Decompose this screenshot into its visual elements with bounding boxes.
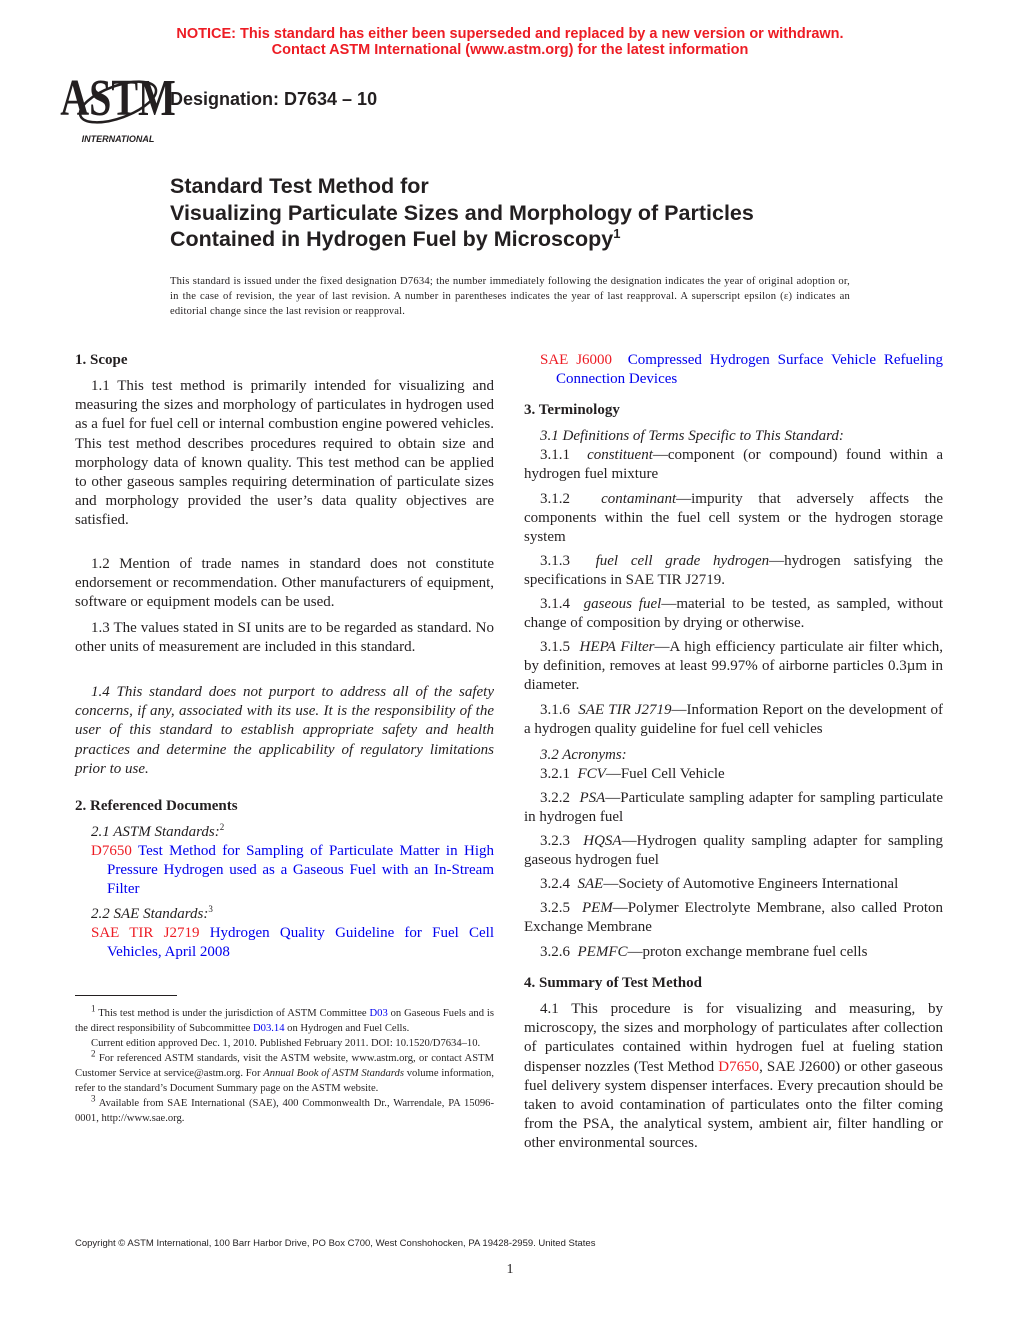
reference-sae-j6000[interactable] (524, 351, 943, 389)
definition-term: SAE (577, 876, 604, 892)
footnote-ref[interactable]: 3 (208, 904, 213, 914)
definition-text: —material to be tested, as sampled, without change of composition by drying or otherwise. (524, 596, 944, 632)
d7650-link[interactable]: D7650 (718, 1058, 760, 1075)
definition-number: 3.1.5 (540, 639, 570, 655)
subcommittee-link[interactable]: D03.14 (253, 1023, 285, 1034)
designation: Designation: D7634 – 10 (170, 89, 378, 109)
reference-code[interactable]: D7650 (91, 843, 132, 859)
text: This test method is under the jurisdiction of ASTM Committee (95, 1008, 370, 1019)
definition-text: —Information Report on the development of a hydrogen quality guideline for fuel cell vehicles (524, 702, 943, 738)
definition-term: fuel cell grade hydrogen (595, 553, 770, 569)
definition-term: SAE TIR J2719 (578, 702, 672, 718)
footnote-2 (75, 1048, 494, 1096)
paragraph-2-1 (75, 823, 494, 842)
definition-text: —Polymer Electrolyte Membrane, also called Proton Exchange Membrane (524, 900, 943, 936)
definition-3-2-3 (524, 832, 943, 870)
text: Available from SAE International (SAE), 400 Commonwealth Dr., Warrendale, PA 15096-0001, http://www.sae.org. (75, 1098, 494, 1124)
paragraph-3-1 (524, 427, 943, 446)
footnote-marker: 2 (91, 1048, 96, 1059)
page-number: 1 (506, 1262, 514, 1277)
text: on Gaseous Fuels and is the direct responsibility of Subcommittee (75, 1008, 494, 1034)
svg-text:ASTM: ASTM (60, 69, 176, 128)
definition-text: —impurity that adversely affects the components within the fuel cell system or the hydrogen storage system (524, 491, 944, 546)
definition-number: 3.1.4 (540, 596, 570, 612)
section-heading-terminology: 3. Terminology (524, 402, 620, 418)
text: Annual Book of ASTM Standards (263, 1068, 404, 1079)
section-heading-summary: 4. Summary of Test Method (524, 975, 702, 991)
definition-number: 3.1.3 (540, 553, 570, 569)
definition-text: —Particulate sampling adapter for sampling particulate in hydrogen fuel (524, 790, 944, 826)
definition-3-1-4 (524, 595, 943, 633)
footnote-marker: 3 (91, 1093, 96, 1104)
reference-sae-j2719[interactable] (75, 924, 494, 962)
reference-d7650[interactable] (75, 842, 494, 900)
definition-number: 3.2.2 (540, 790, 570, 806)
title-line: Standard Test Method for (170, 174, 429, 198)
text: on Hydrogen and Fuel Cells. (284, 1023, 410, 1034)
label: 2.2 SAE Standards: (91, 906, 209, 922)
footnote-divider (75, 995, 177, 996)
title-line: Contained in Hydrogen Fuel by Microscopy (170, 227, 614, 251)
definition-text: —Hydrogen quality sampling adapter for sampling gaseous hydrogen fuel (524, 833, 943, 869)
reference-code[interactable]: SAE TIR J2719 (91, 925, 200, 941)
definition-term: PEM (581, 900, 613, 916)
definition-text: —Society of Automotive Engineers International (603, 876, 899, 892)
definition-3-2-1 (524, 765, 943, 784)
text: 4.1 This procedure is for visualizing and measuring, by microscopy, the sizes and morphology of particulates after collection of particulates contained within hydrogen fuel at fueling station dispenser nozzles (Test Method (524, 1001, 943, 1075)
section-heading-scope: 1. Scope (75, 352, 128, 368)
definition-3-1-3 (524, 552, 943, 590)
astm-logo (60, 68, 176, 144)
definition-text: —hydrogen satisfying the specifications in SAE TIR J2719. (524, 553, 944, 589)
svg-text:INTERNATIONAL: INTERNATIONAL (81, 134, 155, 144)
label: 3.2 Acronyms: (540, 747, 627, 763)
definition-number: 3.1.2 (540, 491, 570, 507)
paragraph-3-2 (524, 746, 943, 765)
footnote-ref[interactable]: 1 (613, 225, 621, 241)
section-heading-referenced-documents: 2. Referenced Documents (75, 798, 238, 814)
withdrawal-notice (0, 26, 1020, 58)
definition-term: PSA (579, 790, 606, 806)
paragraph-1-4: 1.4 This standard does not purport to address all of the safety concerns, if any, associated with its use. It is the responsibility of the user of this standard to establish appropriate safety and health practices and determine the applicability of regulatory limitations prior to use. (75, 684, 494, 777)
definition-number: 3.2.5 (540, 900, 570, 916)
reference-title-link[interactable]: Test Method for Sampling of Particulate Matter in High Pressure Hydrogen used as a Gaseous Fuel with an In-Stream Filter (107, 843, 494, 898)
document-title (170, 173, 754, 253)
footnote-3 (75, 1093, 494, 1126)
reference-title-link[interactable]: Hydrogen Quality Guideline for Fuel Cell Vehicles, April 2008 (107, 925, 494, 961)
text: For referenced ASTM standards, visit the ASTM website, www.astm.org, or contact ASTM Customer Service at service@astm.org. For (75, 1053, 494, 1079)
definition-3-1-1 (524, 446, 943, 484)
definition-number: 3.1.1 (540, 447, 570, 463)
definition-3-2-6 (524, 943, 943, 962)
notice-line-1: NOTICE: This standard has either been superseded and replaced by a new version or withdrawn. (176, 26, 844, 42)
definition-term: HQSA (583, 833, 622, 849)
paragraph-4-1 (524, 1000, 943, 1154)
paragraph-1-2: 1.2 Mention of trade names in standard does not constitute endorsement or recommendation. Other manufacturers of equipment, software or equipment models can be used. (75, 556, 494, 611)
definition-3-2-2 (524, 789, 943, 827)
definition-3-2-5 (524, 899, 943, 937)
definition-term: FCV (577, 766, 606, 782)
definition-3-1-5 (524, 638, 943, 696)
definition-number: 3.2.4 (540, 876, 570, 892)
definition-3-1-6 (524, 701, 943, 739)
text: volume information, refer to the standard’s Document Summary page on the ASTM website. (75, 1068, 494, 1094)
definition-term: contaminant (601, 491, 677, 507)
definition-number: 3.1.6 (540, 702, 570, 718)
definition-term: PEMFC (577, 944, 628, 960)
label: 2.1 ASTM Standards: (91, 824, 220, 840)
edition-note: Current edition approved Dec. 1, 2010. Published February 2011. DOI: 10.1520/D7634–10. (91, 1038, 481, 1049)
paragraph-1-1: 1.1 This test method is primarily intended for visualizing and measuring the sizes and morphology of particulates in hydrogen used as a fuel for fuel cell or internal combustion engine powered vehicles. This test method describes procedures required to obtain size and morphology data of known quality. This test method can be applied to other gaseous samples requiring determination of particulate sizes and morphology provided the user’s data quality objectives are satisfied. (75, 378, 495, 529)
title-line: Visualizing Particulate Sizes and Morphology of Particles (170, 200, 754, 225)
reference-title-link[interactable]: Compressed Hydrogen Surface Vehicle Refueling Connection Devices (556, 352, 944, 388)
definition-number: 3.2.3 (540, 833, 570, 849)
label: 3.1 Definitions of Terms Specific to This Standard: (540, 428, 844, 444)
footnote-ref[interactable]: 2 (219, 822, 225, 832)
definition-text: —proton exchange membrane fuel cells (627, 944, 868, 960)
definition-number: 3.2.6 (540, 944, 570, 960)
definition-3-2-4 (524, 875, 943, 894)
definition-text: —component (or compound) found within a hydrogen fuel mixture (524, 447, 943, 483)
definition-number: 3.2.1 (540, 766, 570, 782)
definition-text: —A high efficiency particulate air filter which, by definition, removes at least 99.97% of airborne particles 0.3µm in diameter. (524, 639, 943, 694)
definition-text: —Fuel Cell Vehicle (605, 766, 725, 782)
paragraph-2-2 (75, 905, 494, 924)
committee-link[interactable]: D03 (369, 1008, 388, 1019)
paragraph-1-3: 1.3 The values stated in SI units are to be regarded as standard. No other units of measurement are included in this standard. (75, 620, 494, 656)
copyright: Copyright © ASTM International, 100 Barr Harbor Drive, PO Box C700, West Conshohocken, PA 19428-2959. United States (75, 1238, 596, 1249)
footnote-marker: 1 (91, 1003, 96, 1014)
definition-term: constituent (587, 447, 653, 463)
definition-term: gaseous fuel (583, 596, 662, 612)
definition-3-1-2 (524, 490, 943, 548)
footnote-1 (75, 1003, 494, 1126)
issuance-note: This standard is issued under the fixed designation D7634; the number immediately following the designation indicates the year of original adoption or, in the case of revision, the year of last revision. A number in parentheses indicates the year of last reapproval. A superscript epsilon (ε) indicates an editorial change since the last revision or reapproval. (170, 276, 850, 317)
reference-code[interactable]: SAE J6000 (540, 352, 613, 368)
definition-term: HEPA Filter (579, 639, 655, 655)
notice-line-2: Contact ASTM International (www.astm.org) for the latest information (271, 42, 749, 58)
text: , SAE J2600) or other gaseous fuel delivery system dispenser interfaces. Every precaution should be taken to avoid contamination of particulates onto the filter coming from the PSA, the analytical system, ambient air, filter handling or other environmental sources. (524, 1058, 943, 1152)
